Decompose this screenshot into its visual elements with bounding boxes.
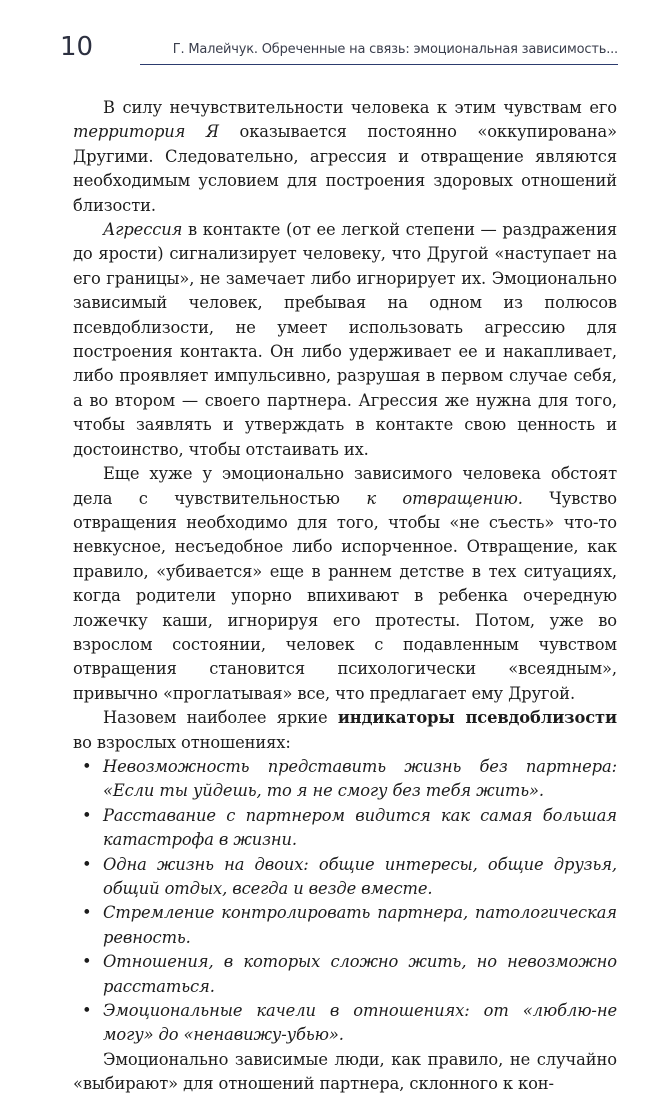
list-item: • Стремление контролировать партнера, патологическая ревность. [73, 901, 617, 950]
page-number: 10 [60, 32, 94, 62]
body-text [73, 96, 617, 1097]
term-aggression: Агрессия [103, 220, 183, 240]
paragraph-3-part-a: Еще хуже у эмоционально зависимого человека обстоят дела с чувствительностью [73, 464, 617, 508]
paragraph-2 [73, 218, 617, 462]
paragraph-1-part-a: В силу нечувствительности человека к этим чувствам его [103, 98, 617, 117]
running-header [60, 30, 618, 70]
paragraph-4-part-c: во взрослых отношениях: [73, 732, 291, 752]
paragraph-3 [73, 462, 617, 706]
header-rule [140, 64, 618, 65]
list-item: • Невозможность представить жизнь без партнера: «Если ты уйдешь, то я не смогу без тебя жить». [73, 755, 617, 804]
list-item: • Одна жизнь на двоих: общие интересы, общие друзья, общий отдых, всегда и везде вместе. [73, 853, 617, 902]
paragraph-4 [73, 706, 617, 755]
term-disgust: к отвращению. [366, 488, 523, 508]
indicator-list [73, 755, 617, 1048]
paragraph-4-part-a: Назовем наиболее яркие [103, 708, 338, 728]
list-item: • Расставание с партнером видится как самая большая катастрофа в жизни. [73, 804, 617, 853]
paragraph-5: Эмоционально зависимые люди, как правило, не случайно «выбирают» для отношений партнера, склонного к кон- [73, 1049, 617, 1094]
list-item: • Отношения, в которых сложно жить, но невозможно расстаться. [73, 950, 617, 999]
term-territory: территория Я [73, 122, 219, 142]
paragraph-1 [73, 96, 617, 218]
running-title: Г. Малейчук. Обреченные на связь: эмоциональная зависимость... [172, 42, 618, 57]
paragraph-3-part-c: Чувство отвращения необходимо для того, чтобы «не съесть» что-то невкусное, несъедобное либо испорченное. Отвращение, как правило, «убивается» еще в раннем детстве в тех ситуациях, когда родители упорно впихивают в ребенка очередную ложечку каши, игнорируя его протесты. Потом, уже во взрослом состоянии, человек с подавленным чувством отвращения становится психологически «всеядным», привычно «проглатывая» все, что предлагает ему Другой. [73, 488, 617, 703]
term-indicators: индикаторы псевдоблизости [337, 708, 617, 728]
list-item: • Эмоциональные качели в отношениях: от «люблю-не могу» до «ненавижу-убью». [73, 999, 617, 1048]
paragraph-2-part-b: в контакте (от ее легкой степени — раздражения до ярости) сигнализирует человеку, что Другой «наступает на его границы», не замечает либо игнорирует их. Эмоционально зависимый человек, пребывая на одном из полюсов псевдоблизости, не умеет использовать агрессию для построения контакта. Он либо удерживает ее и накапливает, либо проявляет импульсивно, разрушая в первом случае себя, а во втором — своего партнера. Агрессия же нужна для того, чтобы заявлять и утверждать в контакте свою ценность и достоинство, чтобы отстаивать их. [73, 220, 617, 459]
paragraph-1-part-c: оказывается постоянно «оккупирована» Другими. Следовательно, агрессия и отвращение являются необходимым условием для построения здоровых отношений близости. [73, 122, 617, 215]
